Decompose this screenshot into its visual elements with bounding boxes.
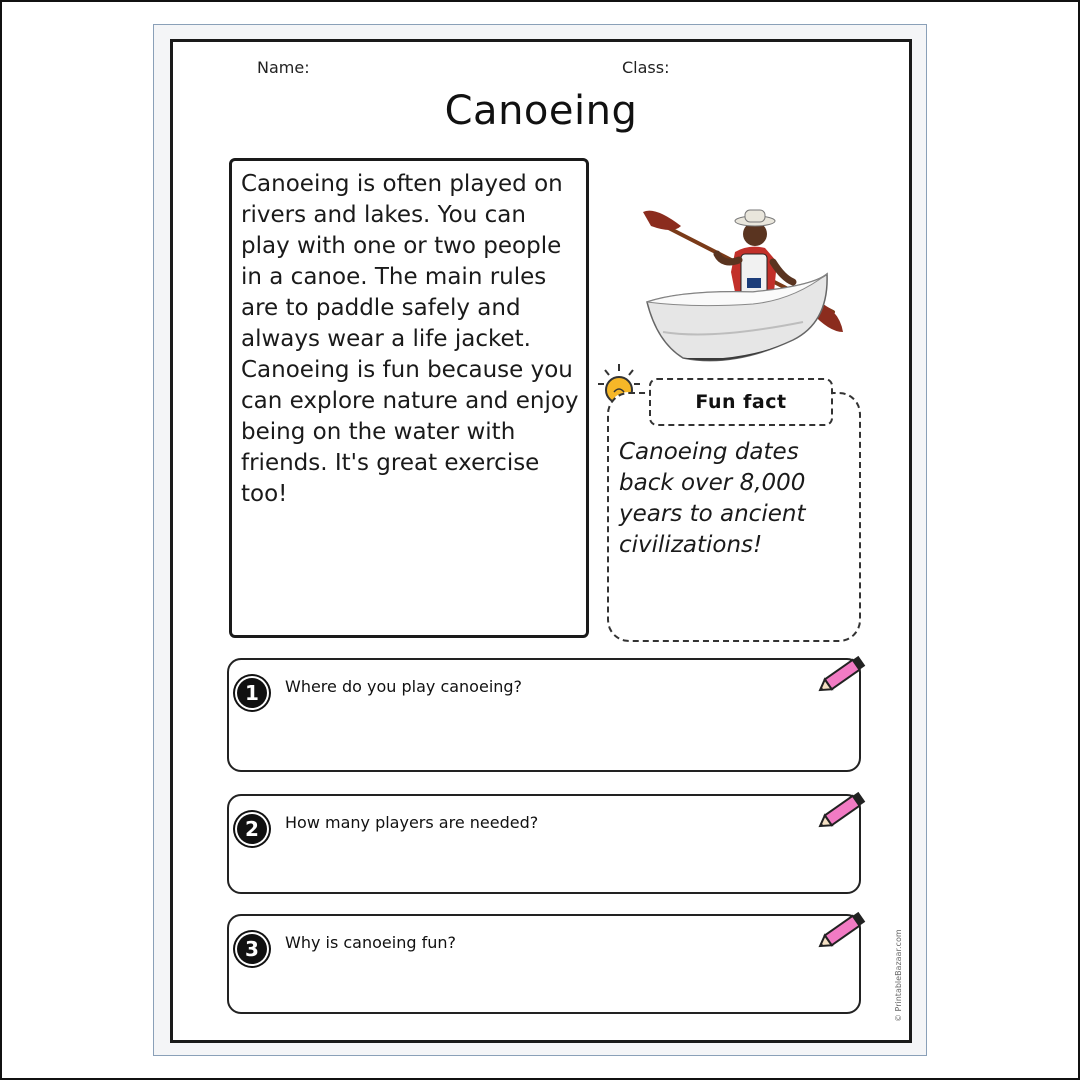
pencil-icon — [815, 786, 871, 834]
worksheet-page — [170, 39, 912, 1043]
reading-passage-box — [229, 158, 589, 638]
question-number-1: 1 — [237, 678, 267, 708]
canoe-illustration — [643, 182, 853, 362]
question-box-1[interactable] — [227, 658, 861, 772]
fun-fact-text: Canoeing dates back over 8,000 years to ancient civilizations! — [619, 439, 806, 558]
pencil-icon — [815, 906, 871, 954]
question-box-2[interactable] — [227, 794, 861, 894]
question-number-2: 2 — [237, 814, 267, 844]
question-text-1: Where do you play canoeing? — [285, 677, 523, 696]
worksheet-sheet — [153, 24, 927, 1056]
copyright-text: © PrintableBazaar.com — [894, 929, 903, 1022]
page-title: Canoeing — [444, 88, 638, 134]
question-number-3: 3 — [237, 934, 267, 964]
class-label: Class: — [622, 58, 670, 77]
question-box-3[interactable] — [227, 914, 861, 1014]
question-text-2: How many players are needed? — [285, 813, 539, 832]
pencil-icon — [815, 650, 871, 698]
name-label: Name: — [257, 58, 310, 77]
fun-fact-heading: Fun fact — [649, 378, 833, 426]
question-text-3: Why is canoeing fun? — [285, 933, 456, 952]
reading-passage-text: Canoeing is often played on rivers and lakes. You can play with one or two people in a canoe. The main rules are to paddle safely and always wear a life jacket. Canoeing is fun because you can explore nature and enjoy being on the water with friends. It's great exercise too! — [241, 171, 579, 507]
